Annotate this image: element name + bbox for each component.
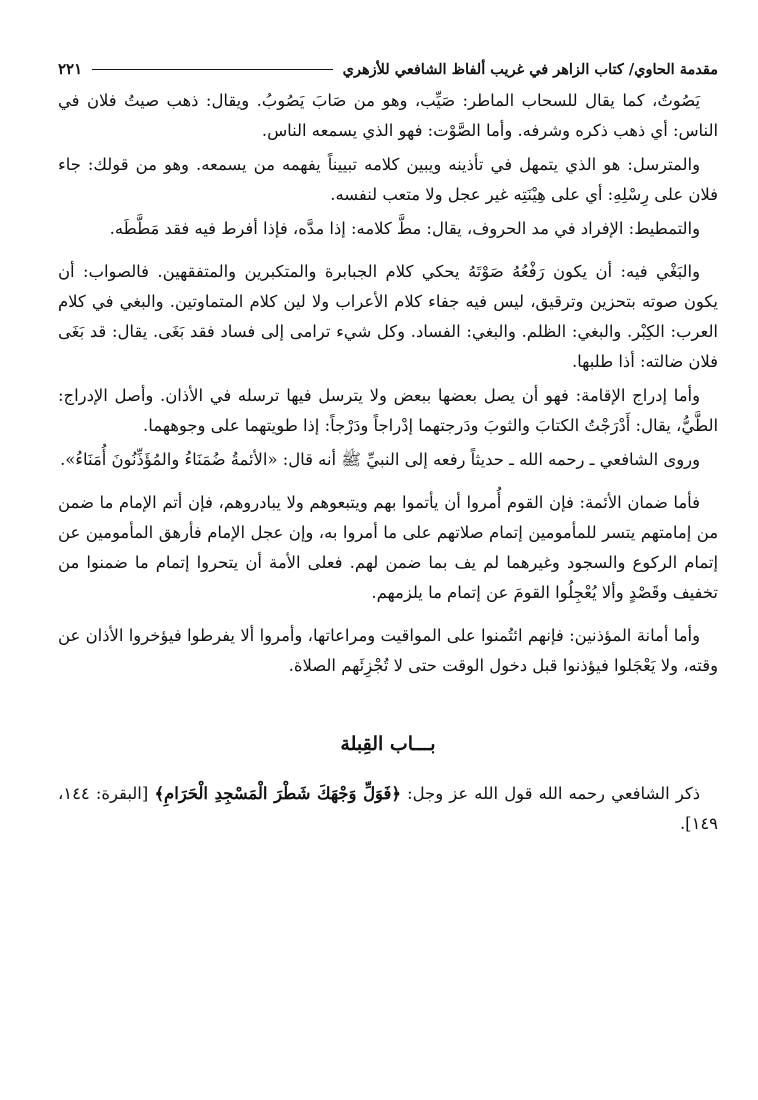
qibla-intro-text: ذكر الشافعي رحمه الله قول الله عز وجل: <box>400 784 700 803</box>
paragraph-mutarassil: والمترسل: هو الذي يتمهل في تأذينه ويبين كلامه تبييناً يفهمه من يسمعه. وهو من قولك: جاء فلان على رِسْلِهِ: أي على هِيْنَتِه غير عجل ولا متعب لنفسه. <box>58 155 718 204</box>
header-rule <box>92 69 332 70</box>
paragraph-daman-aimma: فأما ضمان الأئمة: فإن القوم أُمروا أن يأتموا بهم ويتبعوهم ولا يبادروهم، فإن أتم الإمام ما ضمن من إمامتهم يتسر للمأمومين إتمام صلاتهم على ما أمروا به، وإن عجل الإمام فأرهق المأمومين عن إتمام الركوع والسجود وغيرهما لم يف بما ضمن لهم. فعلى الأمة أن يتحروا إتمام ما ضمنوا من تخفيف وقَصْدٍ وألا يُعْجِلُوا القومَ عن إتمام ما يلزمهم. <box>58 493 718 602</box>
paragraph-baghy: والبَغْي فيه: أن يكون رَفْعُهُ صَوْتَهُ يحكي كلام الجبابرة والمتكبرين والمتفقهين. فالصواب: أن يكون صوته بتحزين وترقيق، ليس فيه جفاء كلام الأعراب ولا لين كلام المتماوتين. والبغي في كلام العرب: الكِبْر. والبغي: الظلم. والبغي: الفساد. وكل شيء ترامى إلى فساد فقد بَغَى. يقال: قد بَغَى فلان ضالته: أذا طلبها. <box>58 262 718 371</box>
paragraph-tamtit: والتمطيط: الإفراد في مد الحروف، يقال: مطَّ كلامه: إذا مدَّه، فإذا أفرط فيه فقد مَطَّطَه. <box>109 219 700 238</box>
document-page <box>58 52 718 852</box>
paragraph-idraj: وأما إدراج الإقامة: فهو أن يصل بعضها ببعض ولا يترسل فيها ترسله في الأذان. وأصل الإدراج: الطَّيُّ، يقال: أَدْرَجْتُ الكتابَ والثوبَ ودَرجتهما إدْراجاً ودَرْجاً: إذا طويتهما على وجوههما. <box>58 386 718 435</box>
section-heading: بـــاب القِبلة <box>340 733 436 755</box>
paragraph-amanat-muadhinin: وأما أمانة المؤذنين: فإنهم ائتُمنوا على المواقيت ومراعاتها، وأمروا ألا يفرطوا فيؤخروا الأذان عن وقته، ولا يَعْجَلوا فيؤذنوا قبل دخول الوقت حتى لا تُجْزِئَهم الصلاة. <box>58 626 718 675</box>
paragraph-sound: يَصُوتُ، كما يقال للسحاب الماطر: صَيِّب، وهو من صَابَ يَصُوبُ. ويقال: ذهب صيتُ فلان في الناس: أي ذهب ذكره وشرفه. وأما الصَّوْت: فهو الذي يسمعه الناس. <box>58 91 718 140</box>
verse-citation: [البقرة: ١٤٤، ١٤٩]. <box>58 784 718 833</box>
quran-verse: ﴿فَوَلِّ وَجْهَكَ شَطْرَ الْمَسْجِدِ الْحَرَامِ﴾ <box>154 784 401 803</box>
paragraph-hadith: وروى الشافعي ـ رحمه الله ـ حديثاً رفعه إلى النبيِّ ﷺ أنه قال: «الأئمةُ ضُمَنَاءُ والمُؤَذِّنُونَ أُمَنَاءُ». <box>60 450 700 469</box>
paragraph-qibla-intro <box>58 779 718 839</box>
header-title: مقدمة الحاوي/ كتاب الزاهر في غريب ألفاظ الشافعي للأزهري <box>342 60 718 78</box>
page-number: ٢٢١ <box>58 60 83 78</box>
running-header <box>58 52 718 86</box>
